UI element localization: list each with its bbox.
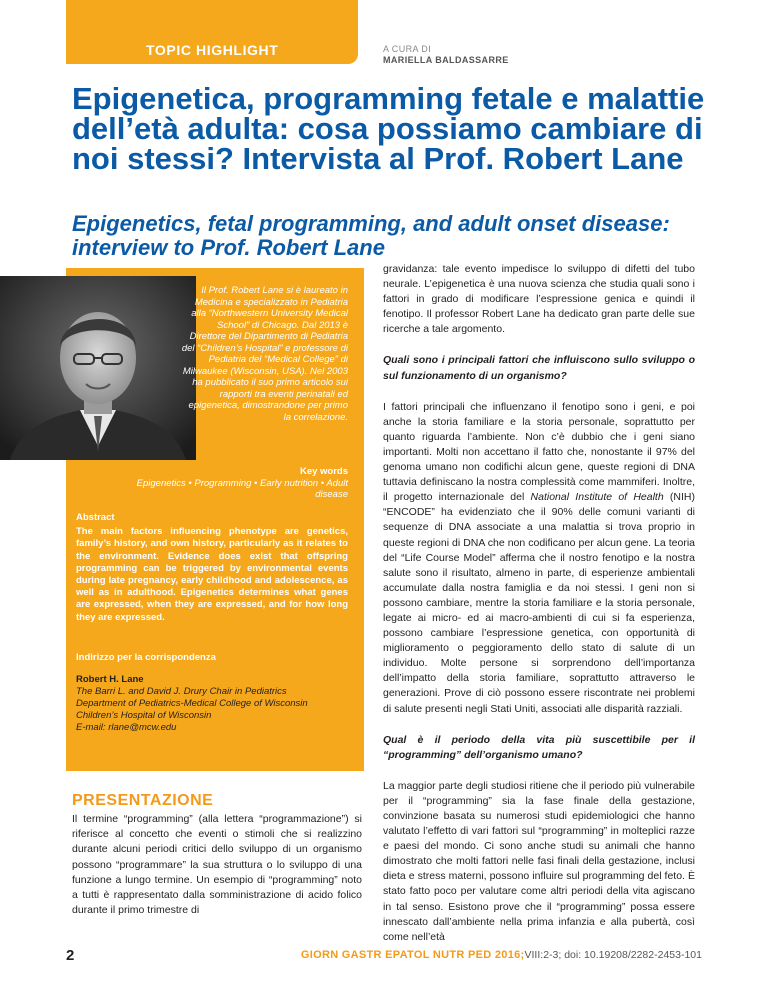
keywords-list: Epigenetics • Programming • Early nutrition • Adult disease	[136, 477, 348, 500]
curated-by-label: A CURA DI	[383, 44, 432, 54]
article-subtitle: Epigenetics, fetal programming, and adult onset disease: interview to Prof. Robert Lane	[72, 211, 670, 260]
article-title: Epigenetica, programming fetale e malattie dell’età adulta: cosa possiamo cambiare di noi stessi? Intervista al Prof. Robert Lane	[72, 81, 705, 176]
journal-citation: VIII:2-3; doi: 10.19208/2282-2453-101	[524, 949, 702, 961]
paragraph-text: (NIH) “ENCODE” ha evidenziato che il 90% delle comuni varianti di sequenze di DNA associate a una malattia si trova proprio in queste regioni di DNA che non codificano per alcun gene. La teoria del “Life Course Model” afferma che il nostro fenotipo e la nostra salute sono il risultato, almeno in parte, di esperienze ambientali accumulate dalla nostra famiglia e da noi stessi. I geni non si possono cambiare, mentre la storia familiare e la storia personale, legate ai micro- ed ai macro-ambienti di cui si fa esperienza, possono cambiare l’espressione genetica, con opportunità di miglioramento o peggioramento dello stato di salute di un individuo. Molte persone si sorprendono dell’importanza dell’impatto della storia familiare, soprattutto attraverso le generazioni. Prove di ciò possono essere riscontrate nei problemi di salute presenti negli Stati Uniti, associati alle disparità razziali.	[383, 491, 695, 715]
correspondence-email[interactable]: E-mail: rlane@mcw.edu	[76, 722, 177, 733]
correspondence-line: Children’s Hospital of Wisconsin	[76, 710, 212, 721]
correspondence-name: Robert H. Lane	[76, 674, 144, 685]
curator-name: MARIELLA BALDASSARRE	[383, 55, 509, 65]
keywords-heading: Key words	[299, 466, 348, 477]
topic-highlight-tab	[66, 0, 358, 64]
presentazione-text: Il termine “programming” (alla lettera “programmazione”) si riferisce al concetto che eventi o stimoli che si realizzino durante alcuni periodi critici dello sviluppo di un organismo possono “programmare” la sua struttura o lo sviluppo di una funzione a lungo termine. Un esempio di “programming” noto a tutti è rappresentato dalla somministrazione di acido folico durante il primo trimestre di	[72, 813, 362, 917]
section-label: TOPIC HIGHLIGHT	[146, 42, 279, 58]
paragraph: gravidanza: tale evento impedisce lo sviluppo di difetti del tubo neurale. L’epigenetica è una nuova scienza che studia quali sono i fattori in grado di modificare l’espressione genica e quindi il fenotipo. Il professor Robert Lane ha dedicato gran parte delle sue ricerche a tale argomento.	[383, 263, 695, 336]
correspondence-line: The Barri L. and David J. Drury Chair in Pediatrics	[76, 686, 287, 697]
paragraph: La maggior parte degli studiosi ritiene che il periodo più vulnerabile per il “programming” sia la fase finale della gestazione, convinzione basata su numerosi studi epidemiologici che hanno valutato l’effetto di vari fattori sul “programming” in molteplici razze e paesi del mondo. Ci sono anche studi su animali che hanno dimostrato che molti fattori nelle fasi finali della gestazione, inclusi dieta e stress materni, possono influire sul programming del feto. È stato fatto poco per valutare come altri periodi della vita agiscano in tal senso. Esistono prove che il “programming” possa essere innescato dall’ambiente nella prima infanzia e alla pubertà, così come nell’età	[383, 779, 695, 943]
interview-question: Quali sono i principali fattori che influiscono sullo sviluppo o sul funzionamento di un organismo?	[383, 354, 695, 382]
correspondence-line: Department of Pediatrics-Medical College of Wisconsin	[76, 698, 308, 709]
correspondence-heading: Indirizzo per la corrispondenza	[76, 652, 216, 663]
author-portrait-image	[0, 276, 196, 460]
correspondence-block	[76, 652, 348, 734]
curator-block	[383, 44, 509, 66]
right-column	[383, 262, 695, 945]
keywords-block	[110, 466, 348, 501]
abstract-heading: Abstract	[76, 512, 115, 523]
page-number: 2	[66, 947, 75, 964]
presentazione-heading: PRESENTAZIONE	[72, 792, 214, 809]
abstract-text: The main factors influencing phenotype are genetics, family’s history, and own history, particularly as it relates to the environment. Evidence does exist that offspring programming can be triggered by environmental events during late pregnancy, early childhood and adolescence, as well as in adulthood. Epigenetics determines what genes are expressed, when they are expressed, and for how long they are expressed.	[76, 526, 348, 623]
author-photo	[0, 276, 196, 460]
nih-name: National Institute of Health	[530, 491, 664, 504]
paragraph-text: I fattori principali che influenzano il fenotipo sono i geni, e poi anche la storia familiare e la storia personale, soprattutto per quanto riguarda l’ambiente. Non c’è dubbio che i geni siano importanti. Molti non accettano il fatto che, nonostante il 97% del genoma umano non codifichi alcun gene, queste regioni di DNA tuttavia definiscano la nostra complessità come mammiferi. Inoltre, il progetto internazionale del	[383, 400, 695, 504]
abstract-block	[76, 512, 348, 624]
journal-footer	[301, 949, 702, 961]
paragraph	[383, 400, 695, 717]
interview-question: Qual è il periodo della vita più suscettibile per il “programming” dell’organismo umano?	[383, 733, 695, 761]
author-bio: Il Prof. Robert Lane si è laureato in Medicina e specializzato in Pediatria alla “Northwestern University Medical School” di Chicago. Dal 2013 è Direttore del Dipartimento di Pediatria del “Children’s Hospital” e professore di Pediatria del “Medical College” di Milwaukee (Wisconsin, USA). Nel 2003 ha pubblicato il suo primo articolo sui rapporti tra eventi perinatali ed epigenetica, dimostrandone per primo la correlazione.	[181, 285, 348, 423]
journal-name: GIORN GASTR EPATOL NUTR PED 2016;	[300, 949, 525, 961]
